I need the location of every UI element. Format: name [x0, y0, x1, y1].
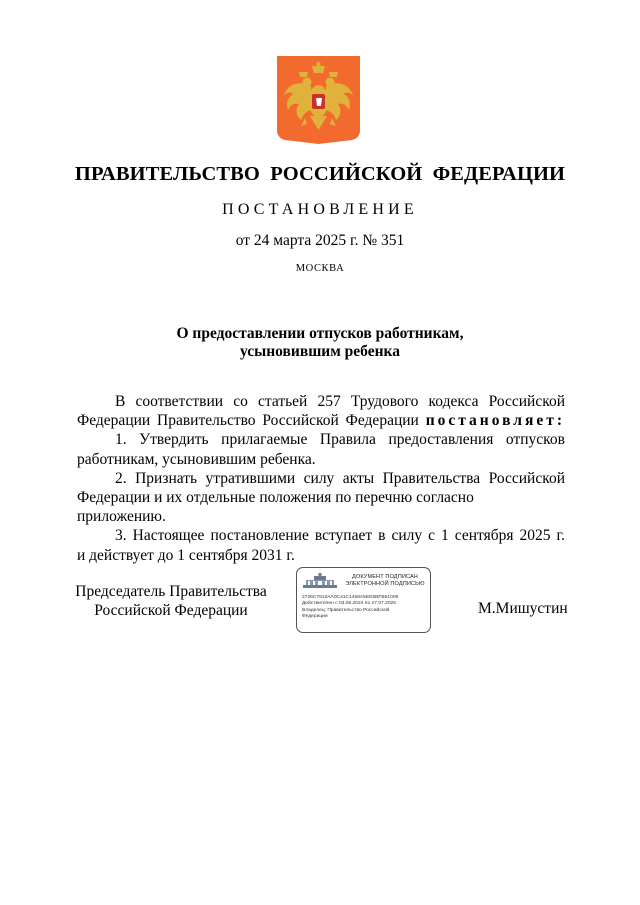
signer-position-line-1: Председатель Правительства	[75, 583, 267, 600]
government-title: ПРАВИТЕЛЬСТВО РОССИЙСКОЙ ФЕДЕРАЦИИ	[74, 163, 566, 185]
document-city: МОСКВА	[295, 263, 345, 274]
stamp-title-line-1: ДОКУМЕНТ ПОДПИСАН	[352, 574, 418, 580]
subject-line-1: О предоставлении отпусков работникам,	[176, 325, 464, 342]
stamp-title	[343, 574, 427, 588]
paragraph-item-3	[77, 526, 565, 564]
subject-line-2: усыновившим ребенка	[240, 343, 400, 360]
document-date-number: от 24 марта 2025 г. № 351	[235, 232, 405, 249]
paragraph-preamble	[77, 392, 565, 430]
electronic-signature-stamp	[296, 567, 431, 633]
preamble-line-2	[77, 411, 565, 430]
item-2-line-1: 2. Признать утратившими силу акты Правительства Российской	[115, 469, 565, 487]
signer-position	[71, 582, 271, 620]
stamp-title-line-2: ЭЛЕКТРОННОЙ ПОДПИСЬЮ	[345, 581, 425, 587]
document-subject	[0, 325, 640, 361]
document-body	[77, 392, 565, 565]
paragraph-item-1	[77, 430, 565, 468]
signer-position-line-2: Российской Федерации	[94, 602, 248, 619]
russian-coat-of-arms-icon	[277, 56, 360, 144]
item-3-line-2: и действует до 1 сентября 2031 г.	[77, 546, 295, 564]
document-type: ПОСТАНОВЛЕНИЕ	[222, 201, 418, 218]
stamp-owner-line-2: Федерации	[302, 614, 328, 620]
stamp-owner-line-1: Владелец: Правительство Российской	[302, 607, 390, 613]
stamp-certificate: 2726C7810AA0C41C1458A5EE5BFB61009	[302, 595, 399, 600]
preamble-line-2-text: Федерации Правительство Российской Федерации	[77, 412, 426, 430]
signer-name: М.Мишустин	[478, 600, 568, 617]
decree-word: постановляет:	[425, 412, 565, 430]
item-1-line-2: работникам, усыновившим ребенка.	[77, 450, 316, 468]
stamp-validity: Действителен с 03.05.2024 по 27.07.2025	[302, 601, 396, 607]
item-1-line-1: 1. Утвердить прилагаемые Правила предоставления отпусков	[115, 431, 565, 449]
item-2-line-2: Федерации и их отдельные положения по перечню согласно приложению.	[77, 489, 474, 526]
government-building-icon	[303, 573, 337, 589]
paragraph-item-2	[77, 469, 565, 527]
item-3-line-1: 3. Настоящее постановление вступает в силу с 1 сентября 2025 г.	[115, 527, 565, 545]
preamble-line-1: В соответствии со статьей 257 Трудового кодекса Российской	[115, 393, 565, 410]
stamp-details	[302, 595, 428, 621]
